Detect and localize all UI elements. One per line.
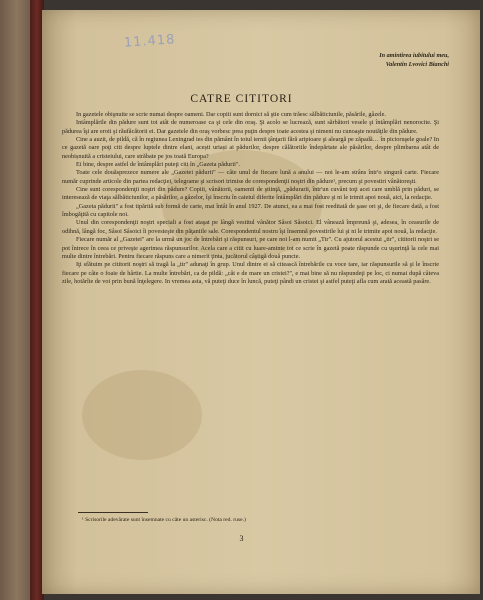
page-title: CATRE CITITORI — [190, 93, 293, 105]
page-number: 3 — [239, 534, 244, 543]
paper-stain — [82, 370, 202, 460]
paragraph: Toate cele douăsprezece numere ale „Gazetei pădurii" — câte unul de fiecare lună a anului — noi le-am strâns într'o singură carte. Fiecare număr cuprinde articole din partea redacţiei, telegrame şi scrisori trimise de corespondenţii noştri din pădure¹, precum şi povestiri vânătoreşti. — [62, 169, 439, 185]
paragraph: Cine a auzit, de pildă, că în regiunea Leningrad ies din pământ în toiul iernii ţânţarii fără aripioare şi aleargă pe zăpadă… în picioruşele goale? In ce gazetă oare poţi citi despre luptele dintre elani, acești uriași ai pădurilor, despre călătoriile îndepărtate ale păsărilor, despre plimbarea atât de neobișnuită a cristeiului, care străbate pe jos toată Europa? — [62, 136, 439, 160]
dedication — [259, 52, 449, 69]
paragraph: Intâmplările din pădure sunt tot atât de numeroase ca şi cele din oraş. Şi acolo se lucrează, sunt sărbători vesele şi întâmplări nenorocite. Şi pădurea îşi are eroii şi răufăcătorii ei. Dar gazetele din oraş vorbesc prea puţin despre toate acestea şi nimeni nu cunoaşte noutăţile din pădure. — [62, 119, 439, 135]
paragraph: Ei bine, despre astfel de întâmplări puteţi citi în „Gazeta pădurii". — [76, 161, 240, 169]
footnote-divider — [78, 512, 148, 513]
body-text — [62, 111, 439, 286]
paragraph: „Gazeta pădurii" a fost tipărită sub formă de carte, mai întâi în anul 1927. De atunci, ea a mai fost reeditată de şase ori şi, de fiecare dată, a fost îmbogăţită cu capitole noi. — [62, 202, 439, 219]
paragraph: Unul din corespondenţii noştri speciali a fost ataşat pe lângă vestitul vânător Sâsoi Sâsoici. El vânează împreună şi, adesea, în ceasurile de odihnă, lângă foc, Sâsoi Sâsoici îi povesteşte din păţaniile sale. Corespondentul nostru îşi însemnă povestirile lui şi ni le trimite apoi nouă, la redacţie. — [62, 219, 439, 235]
paragraph: Iţi sfătuim pe cititorii noştri să tragă la „tir" adunaţi în grup. Unul dintre ei să citească întrebările cu voce tare, iar răspunsurile să şi le înscrie fiecare pe câte o foaie de hârtie. La multe întrebări, ca de pildă: „cât e de mare un cristei?", e mai bine să nu răspundeţi pe loc, ci numai după câteva zile, hotărîte de voi prin bună înţelegere. In vremea asta, vă puteţi duce în luncă, puteţi pândi un cristei şi astfel puteţi afla cum arată această pasăre. — [62, 261, 439, 285]
paragraph: Cine sunt corespondenţii noştri din pădure? Copiii, vânătorii, oamenii de ştiinţă, „pădurarii, într'un cuvânt toţi acei care umblă prin păduri, se interesează de viaţa sălbăticiunilor, a păsărilor, a gâzelor, îşi înscriu în caietul diferite întâmplări din pădure şi ni le trimit apoi nouă, aici, la redacţie. — [62, 186, 439, 202]
paragraph: In gazetele obişnuite se scrie numai despre oameni. Dar copiii sunt dornici să ştie cum trăesc sălbăticiunile, păsările, gâzele. — [76, 111, 386, 118]
archive-number: 11.418 — [123, 32, 176, 51]
footnote: ¹ Scrisorile adevărate sunt însemnate cu câte un asterisc. (Nota red. ruse.) — [82, 517, 246, 523]
paragraph: Fiecare număr al „Gazetei" are la urmă un joc de întrebări şi răspunsuri, pe care noi l-am numit „Tir". Cu ajutorul acestui „tir", cititorii noştri se pot întrece în ceea ce priveşte agerimea răspunsurilor. Acela care a citit cu luare-aminte tot ce scrie în gazetă poate răspunde cu uşurinţă la cele mai multe dintre întrebări. Pentru fiecare răspuns care a nimerit ţinta, jucătorul câştigă două puncte. — [62, 236, 439, 260]
dedication-line: In amintirea iubitului meu, — [379, 52, 449, 59]
dedication-line: Valentin Lvovici Bianchi — [385, 60, 449, 68]
